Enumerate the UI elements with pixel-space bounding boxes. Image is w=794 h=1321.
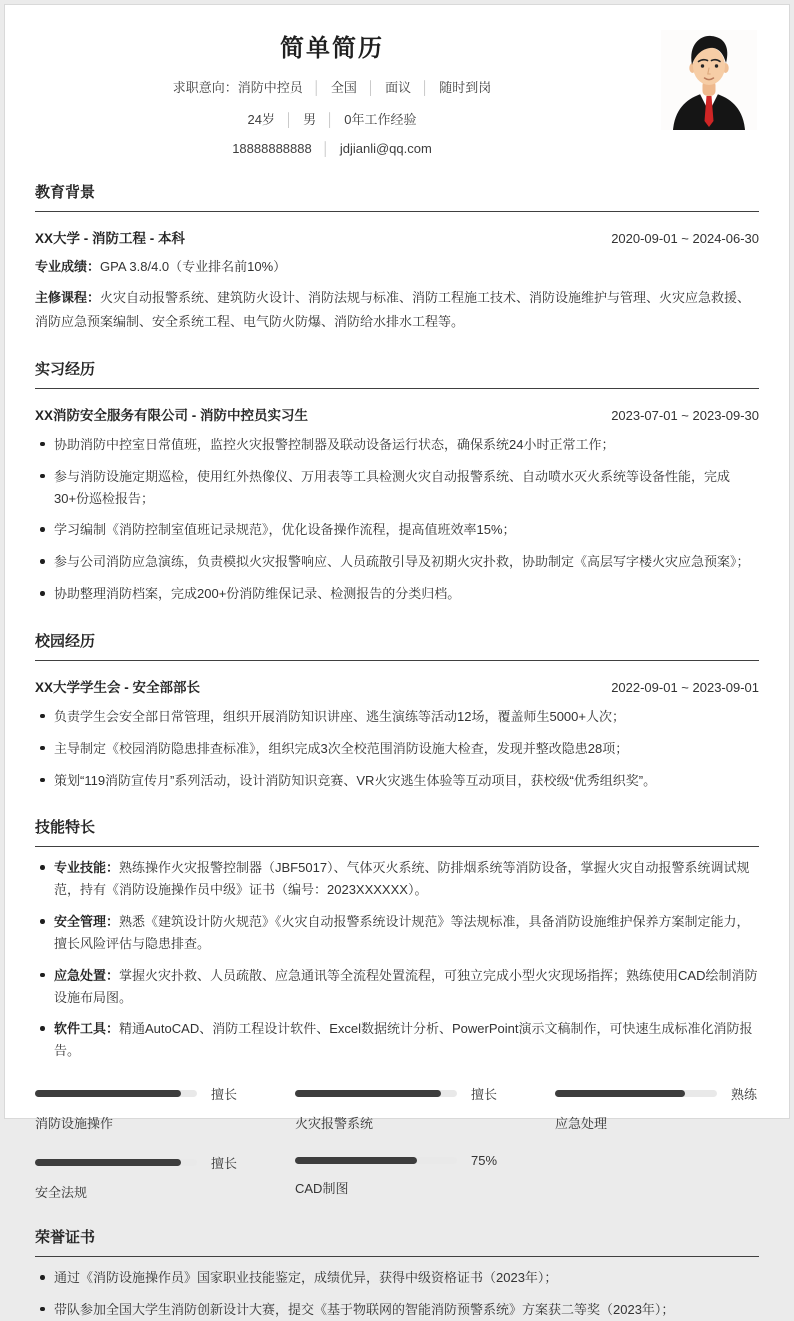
divider-icon: │	[312, 79, 321, 95]
skill-bar-name: CAD制图	[295, 1181, 349, 1197]
skill-bar-fill	[295, 1157, 417, 1164]
job-intent-label: 求职意向：	[172, 79, 238, 95]
section-title-education: 教育背景	[35, 181, 759, 212]
list-item	[35, 911, 759, 955]
skill-bar-fill	[35, 1090, 181, 1097]
skill-category-label: 软件工具：	[54, 1021, 120, 1037]
skill-bar-level: 熟练	[731, 1087, 758, 1103]
list-item: 参与公司消防应急演练，负责模拟火灾报警响应、人员疏散引导及初期火灾扑救，协助制定《高层写字楼火灾应急预案》；	[35, 551, 759, 573]
skill-category-text: 精通AutoCAD、消防工程设计软件、Excel数据统计分析、PowerPoint演示文稿制作，可快速生成标准化消防报告。	[54, 1021, 753, 1059]
skill-category-label: 应急处置：	[54, 967, 120, 983]
skill-bar	[295, 1153, 499, 1201]
section-internship	[35, 358, 759, 605]
skill-bar-name: 火灾报警系统	[295, 1116, 374, 1132]
age-text: 24岁	[247, 111, 275, 127]
section-title-skills: 技能特长	[35, 816, 759, 847]
skill-bar-track	[35, 1159, 197, 1166]
courses-value: 火灾自动报警系统、建筑防火设计、消防法规与标准、消防工程施工技术、消防设施维护与管理、火灾应急救援、消防应急预案编制、安全系统工程、电气防火防爆、消防给水排水工程等。	[35, 290, 751, 329]
skill-category-text: 掌握火灾扑救、人员疏散、应急通讯等全流程处置流程，可独立完成小型火灾现场指挥；熟练使用CAD绘制消防设施布局图。	[54, 967, 758, 1005]
skill-bar-fill	[35, 1159, 181, 1166]
list-item: 策划“119消防宣传月”系列活动，设计消防知识竞赛、VR火灾逃生体验等互动项目，获校级“优秀组织奖”。	[35, 770, 759, 792]
contact-line	[35, 141, 629, 156]
list-item: 协助整理消防档案，完成200+份消防维保记录、检测报告的分类归档。	[35, 583, 759, 605]
divider-icon: │	[366, 79, 376, 95]
skill-bar	[35, 1084, 239, 1132]
honors-bullet-list	[35, 1267, 759, 1321]
campus-entry-title: XX大学学生会 - 安全部部长	[35, 679, 201, 695]
skill-bar-track	[555, 1090, 717, 1097]
education-gpa-line	[35, 255, 759, 278]
internship-entry-head	[35, 404, 759, 424]
resume-page	[4, 4, 790, 1317]
campus-bullet-list	[35, 706, 759, 791]
list-item: 学习编制《消防控制室值班记录规范》，优化设备操作流程，提高值班效率15%；	[35, 519, 759, 541]
job-intent-availability: 随时到岗	[439, 79, 492, 95]
courses-label: 主修课程：	[35, 290, 101, 306]
resume-header	[35, 27, 759, 156]
skill-bar-track	[35, 1090, 197, 1097]
section-title-honors: 荣誉证书	[35, 1226, 759, 1257]
resume-title: 简单简历	[280, 35, 384, 62]
gender-text: 男	[303, 111, 317, 127]
gpa-label: 专业成绩：	[35, 258, 101, 274]
cartoon-male-portrait-image	[661, 30, 757, 130]
skill-bar	[555, 1084, 759, 1132]
skill-bar-level: 75%	[471, 1153, 498, 1169]
list-item	[35, 965, 759, 1009]
section-campus	[35, 630, 759, 791]
profile-photo	[661, 30, 757, 130]
section-title-internship: 实习经历	[35, 358, 759, 389]
section-title-campus: 校园经历	[35, 630, 759, 661]
list-item: 负责学生会安全部日常管理，组织开展消防知识讲座、逃生演练等活动12场，覆盖师生5000+人次；	[35, 706, 759, 728]
job-intent-salary: 面议	[385, 79, 412, 95]
section-skills	[35, 816, 759, 1201]
skill-category-text: 熟练操作火灾报警控制器（JBF5017）、气体灭火系统、防排烟系统等消防设备，掌握火灾自动报警系统调试规范，持有《消防设施操作员中级》证书（编号：2023XXXXXX）。	[54, 860, 750, 898]
job-intent-line	[35, 77, 629, 96]
skill-bar	[35, 1153, 239, 1201]
email-text: jdjianli@qq.com	[339, 140, 432, 156]
skill-bar-name: 安全法规	[35, 1185, 88, 1201]
skill-bar-track	[295, 1157, 457, 1164]
job-intent-location: 全国	[330, 79, 357, 95]
gpa-value: GPA 3.8/4.0（专业排名前10%）	[100, 258, 287, 274]
campus-entry-head	[35, 676, 759, 696]
skill-bar-name: 消防设施操作	[35, 1116, 114, 1132]
education-entry-title: XX大学 - 消防工程 - 本科	[35, 230, 186, 246]
divider-icon: │	[421, 79, 430, 95]
skill-bar-fill	[295, 1090, 441, 1097]
skill-bar	[295, 1084, 499, 1132]
list-item: 通过《消防设施操作员》国家职业技能鉴定，成绩优异，获得中级资格证书（2023年）；	[35, 1267, 759, 1289]
list-item	[35, 1018, 759, 1062]
section-honors	[35, 1226, 759, 1321]
skill-category-label: 安全管理：	[54, 914, 120, 930]
divider-icon: │	[326, 111, 335, 127]
experience-text: 0年工作经验	[344, 111, 417, 127]
phone-text: 18888888888	[232, 140, 312, 156]
education-entry-head	[35, 227, 759, 247]
section-education	[35, 181, 759, 333]
list-item: 带队参加全国大学生消防创新设计大赛，提交《基于物联网的智能消防预警系统》方案获二等奖（2023年）；	[35, 1299, 759, 1321]
list-item: 参与消防设施定期巡检，使用红外热像仪、万用表等工具检测火灾自动报警系统、自动喷水灭火系统等设备性能，完成30+份巡检报告；	[35, 466, 759, 510]
skill-category-label: 专业技能：	[54, 860, 120, 876]
campus-entry-date: 2022-09-01 ~ 2023-09-01	[611, 679, 759, 695]
skill-bar-level: 擅长	[211, 1156, 238, 1172]
education-entry-date: 2020-09-01 ~ 2024-06-30	[611, 230, 759, 246]
internship-bullet-list	[35, 434, 759, 605]
skill-category-text: 熟悉《建筑设计防火规范》《火灾自动报警系统设计规范》等法规标准，具备消防设施维护保养方案制定能力，擅长风险评估与隐患排查。	[54, 914, 750, 951]
list-item	[35, 857, 759, 901]
skills-bullet-list	[35, 857, 759, 1062]
header-text-block	[35, 27, 629, 156]
list-item: 主导制定《校园消防隐患排查标准》，组织完成3次全校范围消防设施大检查，发现并整改隐患28项；	[35, 738, 759, 760]
divider-icon: │	[284, 111, 294, 127]
skill-bar-name: 应急处理	[555, 1116, 608, 1132]
job-intent-position: 消防中控员	[237, 79, 303, 95]
list-item: 协助消防中控室日常值班，监控火灾报警控制器及联动设备运行状态，确保系统24小时正常工作；	[35, 434, 759, 456]
skill-bar-fill	[555, 1090, 685, 1097]
skill-bar-level: 擅长	[471, 1087, 498, 1103]
divider-icon: │	[321, 140, 330, 156]
internship-entry-date: 2023-07-01 ~ 2023-09-30	[611, 407, 759, 423]
internship-entry-title: XX消防安全服务有限公司 - 消防中控员实习生	[35, 407, 309, 423]
skill-bar-track	[295, 1090, 457, 1097]
education-courses-line	[35, 286, 759, 333]
basic-info-line	[35, 109, 629, 128]
skill-bars-grid	[35, 1084, 759, 1201]
skill-bar-level: 擅长	[211, 1087, 238, 1103]
